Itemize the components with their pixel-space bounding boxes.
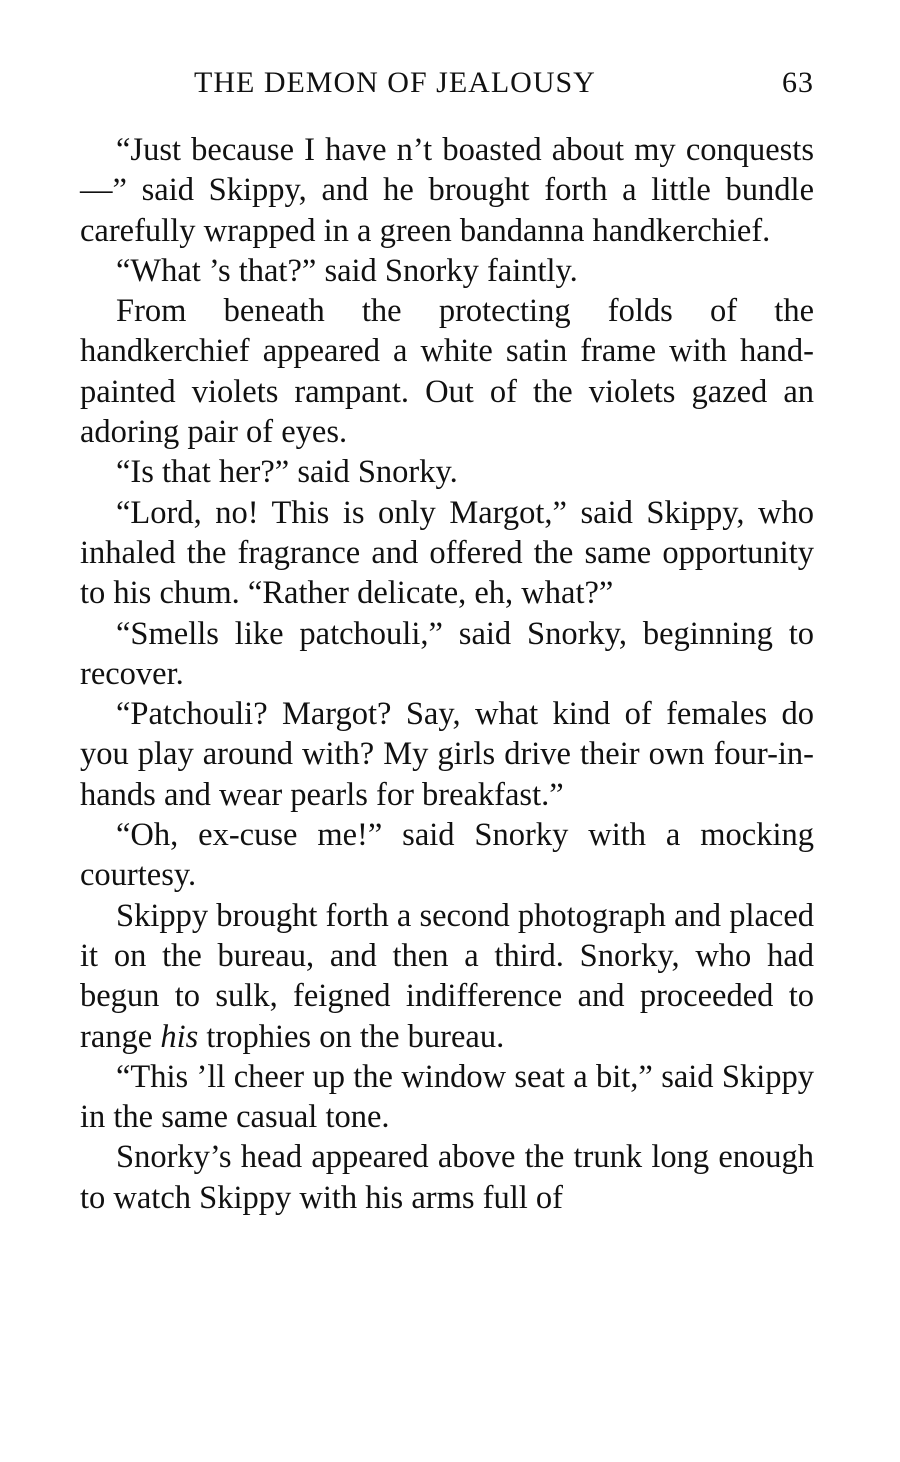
paragraph: “Smells like patchouli,” said Snorky, beginning to recover. (80, 615, 814, 692)
running-title: THE DEMON OF JEALOUSY (194, 66, 596, 99)
paragraph: “Patchouli? Margot? Say, what kind of females do you play around with? My girls drive their own four-in-hands and wear pearls for breakfast.” (80, 696, 814, 813)
page-number: 63 (782, 66, 814, 99)
paragraph: “Just because I have n’t boasted about my conquests—” said Skippy, and he brought forth a little bundle carefully wrapped in a green bandanna handkerchief. (80, 132, 814, 249)
book-page (80, 62, 814, 1218)
paragraph: “This ’ll cheer up the window seat a bit,” said Skippy in the same casual tone. (80, 1058, 814, 1136)
paragraph: “Is that her?” said Snorky. (116, 454, 458, 491)
paragraph: From beneath the protecting folds of the handkerchief appeared a white satin frame with hand-painted violets rampant. Out of the violets gazed an adoring pair of eyes. (80, 293, 814, 451)
paragraph (80, 896, 814, 1057)
paragraph: “Oh, ex-cuse me!” said Snorky with a mocking courtesy. (80, 817, 814, 894)
paragraph: “Lord, no! This is only Margot,” said Skippy, who inhaled the fragrance and offered the same opportunity to his chum. “Rather delicate, eh, what?” (80, 494, 814, 612)
paragraph: “What ’s that?” said Snorky faintly. (116, 252, 578, 289)
paragraph: Snorky’s head appeared above the trunk long enough to watch Skippy with his arms full of (80, 1139, 814, 1216)
paragraph-text: trophies on the bureau. (198, 1018, 505, 1055)
body-text (80, 130, 814, 1218)
italic-word: his (160, 1018, 199, 1055)
paragraph-text: Skippy brought forth a second photograph and placed it on the bureau, and then a third. Snorky, who had begun to sulk, feigned indifference and proceeded to range (80, 897, 814, 1055)
running-head (80, 62, 814, 112)
